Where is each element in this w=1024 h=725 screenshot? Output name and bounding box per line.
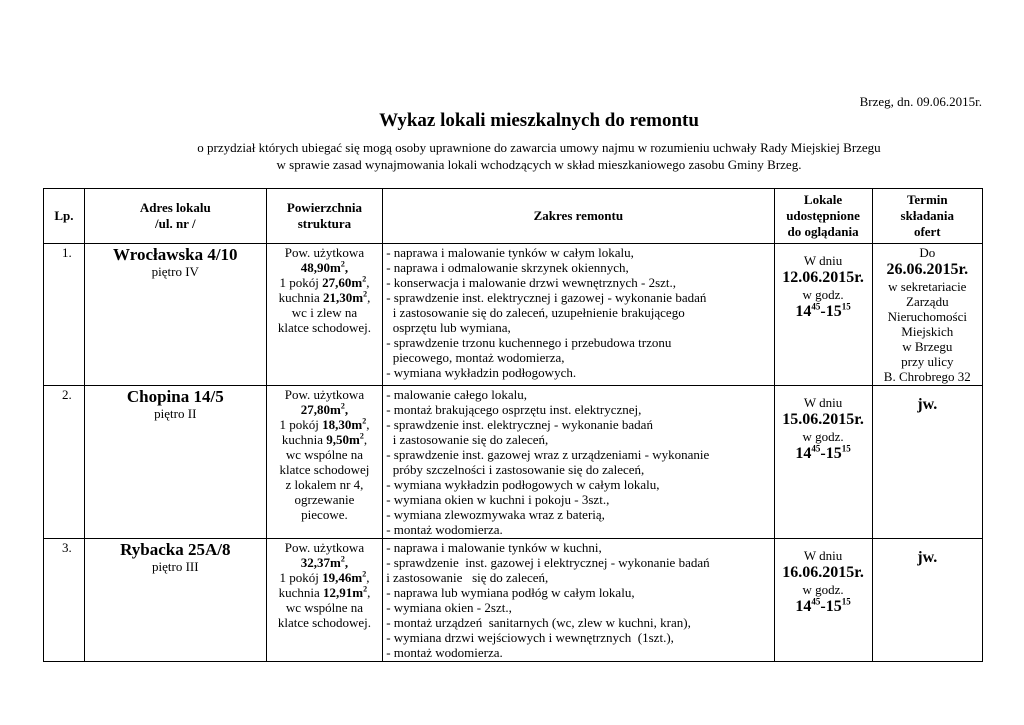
deadline-place: w Brzegu	[902, 339, 953, 354]
time-start: 14	[795, 598, 812, 615]
scope-item: - wymiana okien w kuchni i pokoju - 3szt.,	[386, 492, 610, 507]
deadline-place: Miejskich	[901, 324, 954, 339]
viewing-time	[778, 597, 869, 616]
kitchen-value	[323, 290, 367, 305]
scope-cell	[383, 244, 774, 386]
deadline-place: B. Chrobrego 32	[883, 369, 971, 384]
room-prefix: 1 pokój	[279, 275, 323, 290]
area-total: $32,37m^2$,	[300, 554, 349, 570]
viewing-day-label: W dniu	[803, 548, 843, 563]
area-sup: 2	[340, 259, 345, 269]
scope-item: - sprawdzenie inst. elektrycznej i gazowej - wykonanie badań	[386, 290, 707, 305]
time-start-minutes: 45	[811, 443, 821, 454]
scope-item: i zastosowanie się do zaleceń, uzupełnienie brakującego	[386, 305, 685, 320]
deadline-cell	[872, 539, 982, 662]
area-note: ogrzewanie	[294, 492, 355, 507]
header-area-line-1: Powierzchnia	[286, 200, 362, 215]
room-area: 1 pokój $19,46m^2$,	[279, 569, 370, 585]
scope-item: - montaż wodomierza.	[386, 645, 503, 660]
header-viewing-line-2: udostępnione	[786, 208, 860, 223]
deadline-place: przy ulicy	[901, 354, 954, 369]
viewing-cell	[774, 244, 872, 386]
area-label: Pow. użytkowa	[284, 387, 365, 402]
area-note: z lokalem nr 4,	[285, 477, 364, 492]
header-deadline	[872, 189, 982, 244]
viewing-hours-label: w godz.	[802, 287, 844, 302]
area-sup: 2	[362, 569, 367, 579]
header-deadline-line-3: ofert	[913, 224, 941, 239]
room-value	[322, 417, 366, 432]
scope-item: - sprawdzenie inst. gazowej i elektrycznej - wykonanie badań	[386, 555, 710, 570]
deadline-same-as-above: jw.	[917, 396, 938, 413]
area-note: klatce schodowej	[279, 462, 370, 477]
scope-item: - wymiana okien - 2szt.,	[386, 600, 512, 615]
document-intro	[0, 139, 1024, 173]
scope-item: - naprawa i malowanie tynków w kuchni,	[386, 540, 602, 555]
area-sup: 2	[363, 584, 368, 594]
scope-item: próby szczelności i zastosowanie się do zaleceń,	[386, 462, 645, 477]
street-address: Wrocławska 4/10	[113, 245, 238, 264]
header-address-line-2: /ul. nr /	[154, 216, 196, 231]
deadline-place: w sekretariacie	[888, 279, 967, 294]
kitchen-prefix: kuchnia	[278, 290, 323, 305]
scope-item: - sprawdzenie inst. gazowej wraz z urządzeniami - wykonanie	[386, 447, 710, 462]
area-cell	[266, 386, 382, 539]
header-deadline-line-2: składania	[900, 208, 955, 223]
kitchen-value-text: 12,91m	[322, 585, 364, 600]
time-start: 14	[795, 303, 812, 320]
header-address	[84, 189, 266, 244]
kitchen-prefix: kuchnia	[281, 432, 327, 447]
scope-item: - wymiana wykładzin podłogowych.	[386, 365, 577, 380]
area-total-value: 32,37m	[300, 555, 341, 570]
row-number: 1.	[44, 244, 85, 386]
room-prefix: 1 pokój	[279, 417, 323, 432]
kitchen-area: kuchnia $21,30m^2$,	[278, 289, 371, 305]
table-row	[44, 539, 983, 662]
viewing-cell	[774, 539, 872, 662]
area-note: piecowe.	[301, 507, 348, 522]
area-sup: 2	[362, 274, 367, 284]
room-value-text: 18,30m	[322, 417, 363, 432]
apartments-table	[43, 188, 983, 662]
area-cell	[266, 244, 382, 386]
kitchen-value-text: 21,30m	[322, 290, 364, 305]
deadline-cell	[872, 244, 982, 386]
area-note: wc wspólne na	[285, 447, 364, 462]
viewing-day-label: W dniu	[803, 395, 843, 410]
scope-item: - wymiana wykładzin podłogowych w całym lokalu,	[386, 477, 660, 492]
spacer	[778, 245, 869, 253]
address-cell	[84, 539, 266, 662]
time-end: -15	[820, 303, 842, 320]
address-cell	[84, 244, 266, 386]
kitchen-area: kuchnia $12,91m^2$,	[278, 584, 371, 600]
area-label: Pow. użytkowa	[284, 540, 365, 555]
area-cell	[266, 539, 382, 662]
street-address: Rybacka 25A/8	[120, 540, 231, 559]
area-sup: 2	[340, 554, 345, 564]
area-sup: 2	[363, 289, 368, 299]
address-cell	[84, 386, 266, 539]
intro-line-2: w sprawie zasad wynajmowania lokali wchodzących w skład mieszkaniowego zasobu Gminy Brzeg.	[276, 157, 802, 172]
scope-cell	[383, 539, 774, 662]
time-end: -15	[820, 445, 842, 462]
street-address: Chopina 14/5	[126, 387, 224, 406]
table-row	[44, 386, 983, 539]
header-viewing	[774, 189, 872, 244]
viewing-date: 12.06.2015r.	[782, 269, 864, 286]
floor-label: piętro II	[154, 406, 197, 421]
area-note: klatce schodowej.	[277, 615, 372, 630]
spacer	[778, 540, 869, 548]
kitchen-value	[323, 585, 367, 600]
time-start-minutes: 45	[811, 301, 821, 312]
time-start-minutes: 45	[811, 596, 821, 607]
viewing-time	[778, 302, 869, 321]
area-note: klatce schodowej.	[277, 320, 372, 335]
area-total-value: 48,90m	[300, 260, 341, 275]
scope-item: - montaż wodomierza.	[386, 522, 503, 537]
spacer	[778, 387, 869, 395]
viewing-hours-label: w godz.	[802, 582, 844, 597]
room-prefix: 1 pokój	[279, 570, 323, 585]
area-total-value: 27,80m	[300, 402, 341, 417]
area-sup: 2	[340, 401, 345, 411]
room-value	[322, 275, 366, 290]
room-value	[322, 570, 366, 585]
scope-item: - konserwacja i malowanie drzwi wewnętrznych - 2szt.,	[386, 275, 677, 290]
viewing-date: 15.06.2015r.	[782, 411, 864, 428]
kitchen-prefix: kuchnia	[278, 585, 323, 600]
floor-label: piętro IV	[151, 264, 199, 279]
room-area: 1 pokój $27,60m^2$,	[279, 274, 370, 290]
viewing-date: 16.06.2015r.	[782, 564, 864, 581]
deadline-date: 26.06.2015r.	[886, 261, 969, 278]
deadline-place: Nieruchomości	[887, 309, 967, 324]
header-viewing-line-3: do oglądania	[787, 224, 859, 239]
area-total: $48,90m^2$,	[300, 259, 349, 275]
header-address-line-1: Adres lokalu	[139, 200, 211, 215]
viewing-cell	[774, 386, 872, 539]
header-area-line-2: struktura	[297, 216, 352, 231]
deadline-place: Zarządu	[906, 294, 949, 309]
header-deadline-line-1: Termin	[906, 192, 948, 207]
header-area	[266, 189, 382, 244]
area-note: wc wspólne na	[285, 600, 364, 615]
row-number: 2.	[44, 386, 85, 539]
deadline-prefix: Do	[919, 245, 936, 260]
scope-cell	[383, 386, 774, 539]
scope-item: osprzętu lub wymiana,	[386, 320, 511, 335]
room-area: 1 pokój $18,30m^2$,	[279, 416, 370, 432]
time-end-minutes: 15	[841, 443, 851, 454]
area-total: $27,80m^2$,	[300, 401, 349, 417]
row-number: 3.	[44, 539, 85, 662]
table-row	[44, 244, 983, 386]
time-start: 14	[795, 445, 812, 462]
area-label: Pow. użytkowa	[284, 245, 365, 260]
intro-line-1: o przydział których ubiegać się mogą osoby uprawnione do zawarcia umowy najmu w rozumieniu uchwały Rady Miejskiej Brzegu	[197, 140, 881, 155]
time-end: -15	[820, 598, 842, 615]
floor-label: piętro III	[152, 559, 199, 574]
scope-item: - malowanie całego lokalu,	[386, 387, 527, 402]
room-value-text: 19,46m	[322, 570, 363, 585]
header-viewing-line-1: Lokale	[803, 192, 843, 207]
scope-item: - montaż brakującego osprzętu inst. elektrycznej,	[386, 402, 642, 417]
table-header-row	[44, 189, 983, 244]
area-sup: 2	[362, 416, 367, 426]
header-lp: Lp.	[44, 189, 85, 244]
room-value-text: 27,60m	[322, 275, 363, 290]
kitchen-area: kuchnia $9,50m^2$,	[281, 431, 368, 447]
document-title: Wykaz lokali mieszkalnych do remontu	[379, 110, 699, 131]
header-scope: Zakres remontu	[383, 189, 774, 244]
viewing-time	[778, 444, 869, 463]
scope-item: - naprawa i odmalowanie skrzynek okiennych,	[386, 260, 629, 275]
document-date: Brzeg, dn. 09.06.2015r.	[859, 94, 982, 109]
area-sup: 2	[359, 431, 364, 441]
scope-item: - naprawa i malowanie tynków w całym lokalu,	[386, 245, 634, 260]
time-end-minutes: 15	[841, 596, 851, 607]
scope-item: piecowego, montaż wodomierza,	[386, 350, 565, 365]
deadline-cell	[872, 386, 982, 539]
viewing-hours-label: w godz.	[802, 429, 844, 444]
scope-item: - wymiana drzwi wejściowych i wewnętrznych (1szt.),	[386, 630, 674, 645]
scope-item: - sprawdzenie inst. elektrycznej - wykonanie badań	[386, 417, 653, 432]
viewing-day-label: W dniu	[803, 253, 843, 268]
scope-item: - naprawa lub wymiana podłóg w całym lokalu,	[386, 585, 635, 600]
scope-item: i zastosowanie się do zaleceń,	[386, 432, 549, 447]
deadline-same-as-above: jw.	[917, 549, 938, 566]
scope-item: - montaż urządzeń sanitarnych (wc, zlew w kuchni, kran),	[386, 615, 691, 630]
area-note: wc i zlew na	[291, 305, 358, 320]
scope-item: - wymiana zlewozmywaka wraz z baterią,	[386, 507, 605, 522]
kitchen-value-text: 9,50m	[326, 432, 360, 447]
scope-item: i zastosowanie się do zaleceń,	[386, 570, 549, 585]
kitchen-value	[326, 432, 364, 447]
scope-item: - sprawdzenie trzonu kuchennego i przebudowa trzonu	[386, 335, 672, 350]
time-end-minutes: 15	[841, 301, 851, 312]
